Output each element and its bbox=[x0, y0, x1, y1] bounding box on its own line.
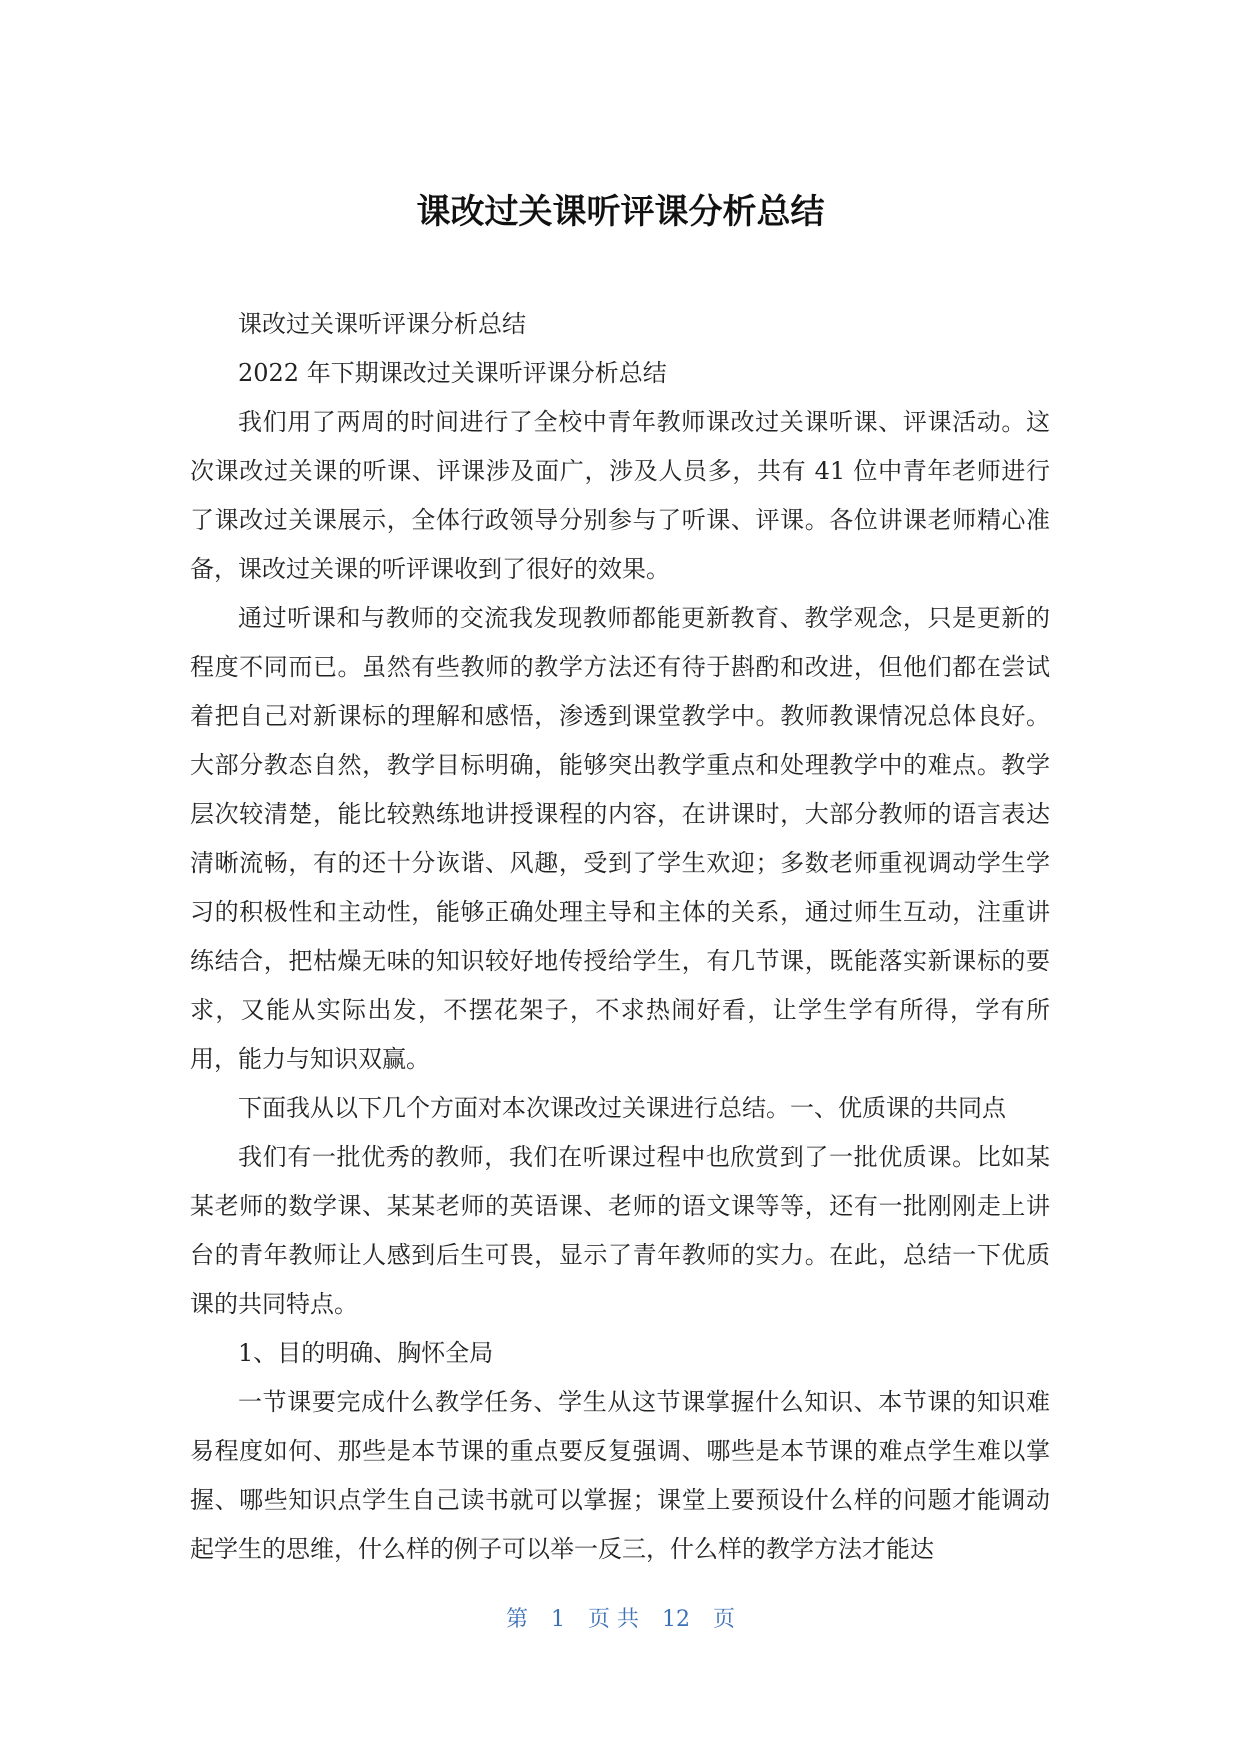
paragraph-point-1-heading: 1、目的明确、胸怀全局 bbox=[238, 1339, 494, 1367]
paragraph-point-1-body: 一节课要完成什么教学任务、学生从这节课掌握什么知识、本节课的知识难易程度如何、那些是本节课的重点要反复强调、哪些是本节课的难点学生难以掌握、哪些知识点学生自己读书就可以掌握；课堂上要预设什么样的问题才能调动起学生的思维，什么样的例子可以举一反三，什么样的教学方法才能达 bbox=[190, 1388, 1050, 1563]
document-title: 课改过关课听评课分析总结 bbox=[416, 192, 825, 232]
footer-label-ye: 页 bbox=[713, 1607, 736, 1632]
paragraph-quality-lessons: 我们有一批优秀的教师，我们在听课过程中也欣赏到了一批优质课。比如某某老师的数学课、某某老师的英语课、老师的语文课等等，还有一批刚刚走上讲台的青年教师让人感到后生可畏，显示了青年教师的实力。在此，总结一下优质课的共同特点。 bbox=[190, 1143, 1050, 1318]
page-footer bbox=[0, 1605, 1241, 1635]
paragraph-subtitle: 课改过关课听评课分析总结 bbox=[238, 310, 526, 338]
paragraph-summary-heading: 下面我从以下几个方面对本次课改过关课进行总结。一、优质课的共同点 bbox=[238, 1094, 1006, 1122]
footer-label-ye-gong: 页 共 bbox=[588, 1607, 639, 1632]
footer-current-page: 1 bbox=[551, 1607, 565, 1632]
footer-total-pages: 12 bbox=[662, 1607, 690, 1632]
document-body bbox=[190, 300, 1050, 1574]
paragraph-term-title: 2022 年下期课改过关课听评课分析总结 bbox=[238, 359, 667, 387]
paragraph-findings: 通过听课和与教师的交流我发现教师都能更新教育、教学观念，只是更新的程度不同而已。虽然有些教师的教学方法还有待于斟酌和改进，但他们都在尝试着把自己对新课标的理解和感悟，渗透到课堂教学中。教师教课情况总体良好。大部分教态自然，教学目标明确，能够突出教学重点和处理教学中的难点。教学层次较清楚，能比较熟练地讲授课程的内容，在讲课时，大部分教师的语言表达清晰流畅，有的还十分诙谐、风趣，受到了学生欢迎；多数老师重视调动学生学习的积极性和主动性，能够正确处理主导和主体的关系，通过师生互动，注重讲练结合，把枯燥无味的知识较好地传授给学生，有几节课，既能落实新课标的要求，又能从实际出发，不摆花架子，不求热闹好看，让学生学有所得，学有所用，能力与知识双赢。 bbox=[190, 604, 1050, 1073]
footer-label-di: 第 bbox=[505, 1607, 528, 1632]
paragraph-intro: 我们用了两周的时间进行了全校中青年教师课改过关课听课、评课活动。这次课改过关课的听课、评课涉及面广，涉及人员多，共有 41 位中青年老师进行了课改过关课展示，全体行政领导分别参与了听课、评课。各位讲课老师精心准备，课改过关课的听评课收到了很好的效果。 bbox=[190, 408, 1050, 583]
